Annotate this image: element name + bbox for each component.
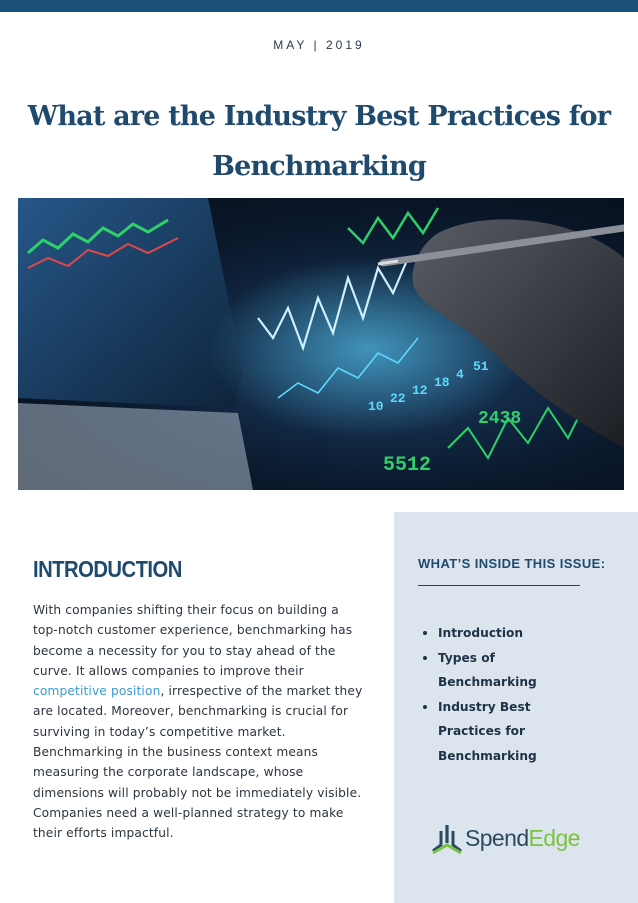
introduction-paragraph-1 bbox=[33, 600, 363, 742]
ticker-label: 5512 bbox=[383, 454, 432, 477]
introduction-paragraph-2: Benchmarking in the business context means measuring the corporate landscape, whose dimensions will probably not be immediately visible. Companies need a well-planned strategy to make their efforts impactful. bbox=[33, 745, 362, 841]
list-item: Industry Best Practices for Benchmarking bbox=[418, 695, 568, 769]
ticker-label: 4 bbox=[456, 367, 464, 382]
competitive-position-link[interactable]: competitive position bbox=[33, 684, 161, 699]
ticker-label: 2438 bbox=[478, 409, 522, 429]
laptop-base bbox=[18, 403, 253, 490]
ticker-label: 51 bbox=[473, 359, 489, 374]
inside-issue-heading: WHAT’S INSIDE THIS ISSUE: bbox=[418, 556, 606, 571]
ticker-label: 10 bbox=[368, 399, 384, 414]
hero-image bbox=[18, 198, 624, 490]
intro-text: , irrespective of the market they are located. Moreover, benchmarking is crucial for surviving in today’s competitive market. bbox=[33, 684, 363, 739]
logo-wordmark bbox=[465, 825, 580, 852]
title-line-2: Benchmarking bbox=[212, 151, 426, 182]
issue-contents-list bbox=[418, 621, 568, 768]
spendedge-logo bbox=[431, 823, 580, 859]
intro-text: With companies shifting their focus on building a top-notch customer experience, benchmarking has become a necessity for you to stay ahead of the curve. It allows companies to improve their bbox=[33, 603, 353, 678]
heading-divider bbox=[418, 585, 580, 586]
ticker-label: 12 bbox=[412, 383, 428, 398]
issue-date: MAY | 2019 bbox=[273, 38, 365, 52]
logo-mark-icon bbox=[431, 823, 463, 857]
stock-chart-illustration bbox=[18, 198, 624, 490]
laptop-screen bbox=[18, 198, 243, 408]
introduction-heading: INTRODUCTION bbox=[33, 556, 182, 582]
monitor-green-line bbox=[348, 208, 438, 243]
page-title bbox=[20, 92, 618, 192]
ticker-label: 22 bbox=[390, 391, 406, 406]
title-line-1: What are the Industry Best Practices for bbox=[27, 101, 611, 132]
top-accent-bar bbox=[0, 0, 638, 12]
logo-word-spend: Spend bbox=[465, 825, 529, 851]
list-item: Introduction bbox=[418, 621, 568, 646]
ticker-label: 18 bbox=[434, 375, 450, 390]
list-item: Types of Benchmarking bbox=[418, 646, 568, 695]
logo-word-edge: Edge bbox=[528, 825, 580, 851]
introduction-body bbox=[33, 600, 363, 844]
